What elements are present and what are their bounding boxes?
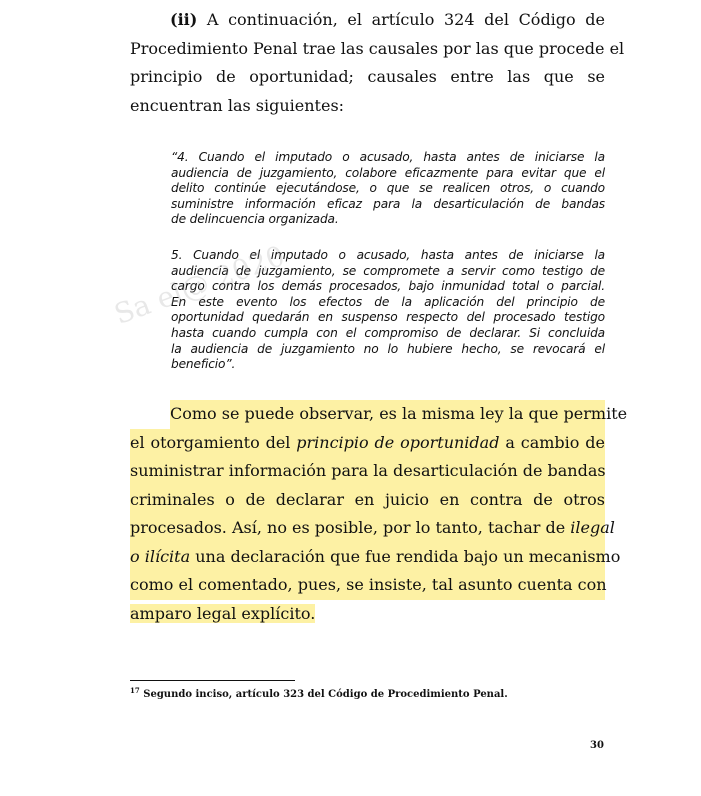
quote2-line: cargo contra los demás procesados, bajo inmunidad total o parcial. bbox=[171, 279, 605, 294]
para2-line-2: el otorgamiento del principio de oportunidad a cambio de bbox=[130, 429, 605, 458]
para2-line-1: Como se puede observar, es la misma ley la que permite bbox=[130, 400, 605, 429]
para1-line-3: principio de oportunidad; causales entre las que se bbox=[130, 67, 605, 86]
quote2-line: la audiencia de juzgamiento no lo hubiere hecho, se revocará el bbox=[171, 341, 605, 356]
footnote-text: Segundo inciso, artículo 323 del Código de Procedimiento Penal. bbox=[143, 689, 508, 700]
watermark: Sa el@ 2020 bbox=[110, 238, 289, 332]
quote1-line: delito continúe ejecutándose, o que se realicen otros, o cuando bbox=[171, 181, 605, 196]
para2-line-8: amparo legal explícito. bbox=[130, 603, 316, 623]
quote-item-4 bbox=[171, 150, 605, 228]
footnote bbox=[130, 686, 508, 700]
quote2-line: En este evento los efectos de la aplicación del principio de bbox=[171, 294, 605, 309]
quote1-line: audiencia de juzgamiento, colabore eficazmente para evitar que el bbox=[171, 165, 605, 180]
quote1-line: suministre información eficaz para la desarticulación de bandas bbox=[171, 196, 605, 211]
quote2-line: hasta cuando cumpla con el compromiso de declarar. Si concluida bbox=[171, 325, 605, 340]
quote2-line: oportunidad quedarán en suspenso respecto del procesado testigo bbox=[171, 310, 605, 325]
quote2-line: audiencia de juzgamiento, se compromete a servir como testigo de bbox=[171, 263, 605, 278]
quote1-line: de delincuencia organizada. bbox=[171, 212, 339, 227]
body-paragraph-1 bbox=[130, 6, 625, 120]
quote-item-5 bbox=[171, 248, 605, 373]
quote1-line: “4. Cuando el imputado o acusado, hasta antes de iniciarse la bbox=[171, 150, 605, 164]
para2-line-7: como el comentado, pues, se insiste, tal asunto cuenta con bbox=[130, 571, 605, 600]
footnote-divider bbox=[130, 680, 295, 681]
para2-line-3: suministrar información para la desarticulación de bandas bbox=[130, 457, 605, 486]
footnote-number: 17 bbox=[130, 686, 140, 695]
para2-line-6: o ilícita una declaración que fue rendida bajo un mecanismo bbox=[130, 543, 605, 572]
page-number: 30 bbox=[590, 740, 604, 751]
body-paragraph-2-highlighted bbox=[130, 400, 628, 628]
quote2-line: beneficio”. bbox=[171, 357, 236, 372]
para1-line-1: (ii) A continuación, el artículo 324 del Código de bbox=[170, 10, 606, 29]
para2-line-5: procesados. Así, no es posible, por lo tanto, tachar de ilegal bbox=[130, 514, 605, 543]
para1-line-4: encuentran las siguientes: bbox=[130, 95, 345, 115]
item-marker: (ii) bbox=[170, 10, 198, 29]
quote2-line: 5. Cuando el imputado o acusado, hasta antes de iniciarse la bbox=[171, 248, 605, 262]
para2-line-4: criminales o de declarar en juicio en contra de otros bbox=[130, 486, 605, 515]
para1-line-2: Procedimiento Penal trae las causales por las que procede el bbox=[130, 38, 625, 58]
